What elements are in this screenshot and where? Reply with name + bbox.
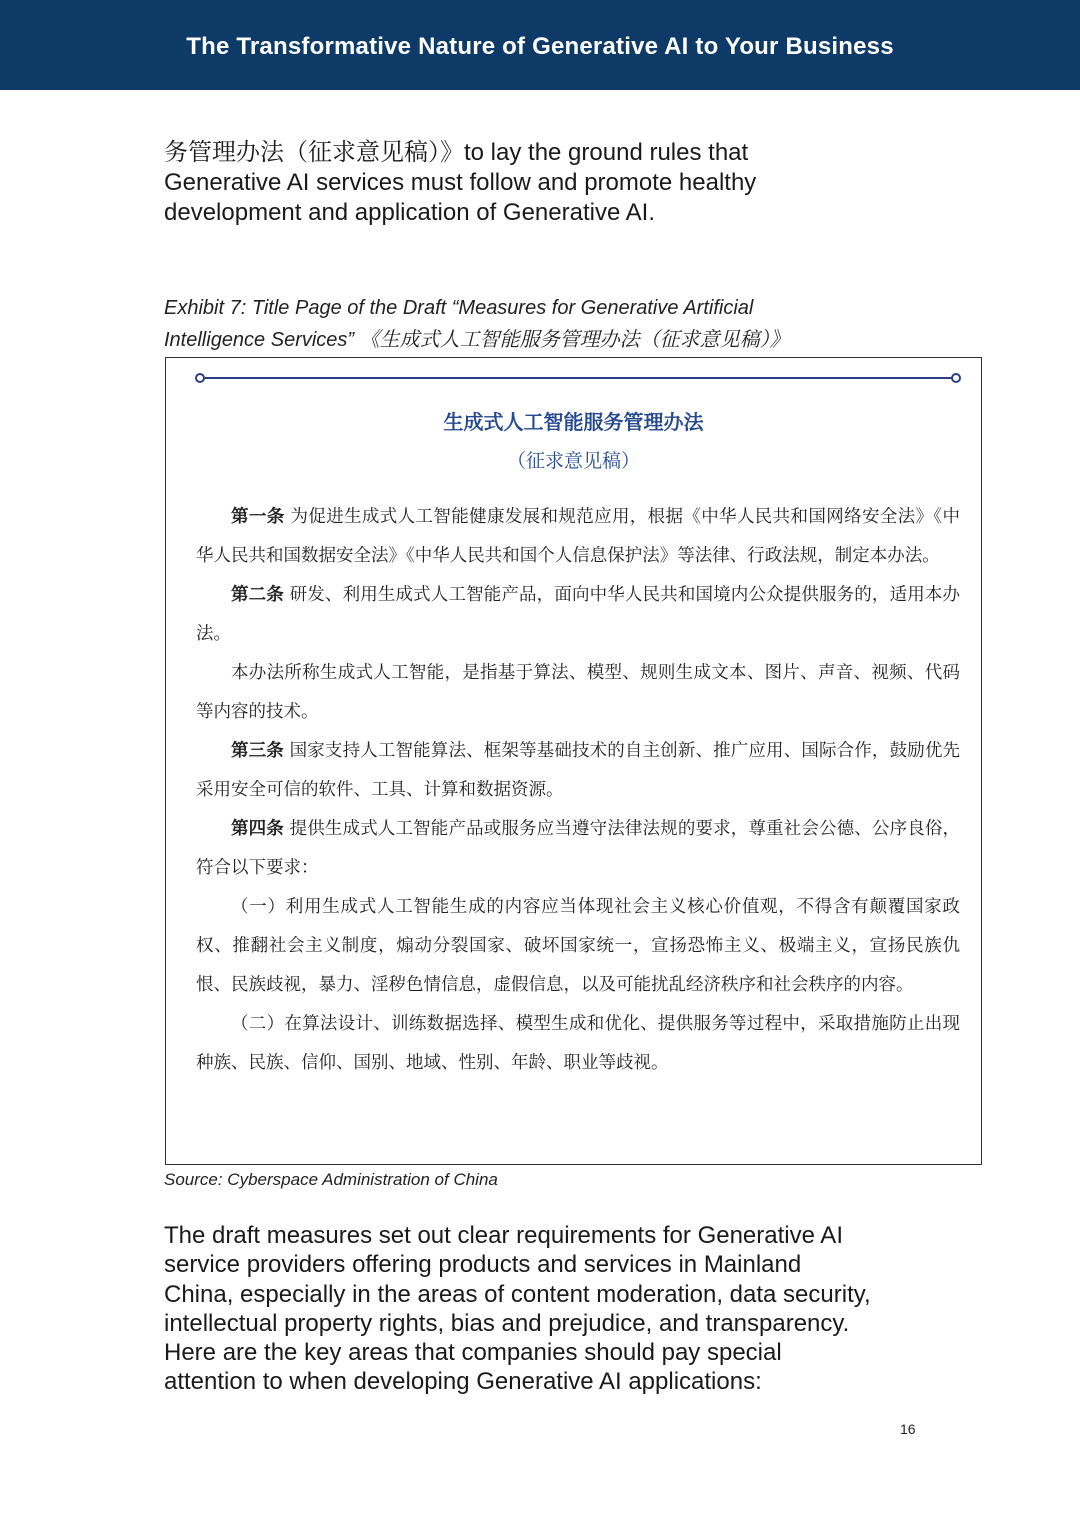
exhibit-caption [164, 292, 924, 356]
article-paragraph [196, 576, 960, 654]
article-text: （二）在算法设计、训练数据选择、模型生成和优化、提供服务等过程中，采取措施防止出现种族、民族、信仰、国别、地域、性别、年龄、职业等歧视。 [196, 1014, 960, 1073]
body-line: The draft measures set out clear requirements for Generative AI [164, 1222, 843, 1249]
article-paragraph [196, 654, 960, 732]
body-line: China, especially in the areas of content moderation, data security, [164, 1280, 871, 1308]
document-body [196, 498, 960, 1083]
rule-endpoint-right [951, 373, 961, 383]
body-line: attention to when developing Generative AI applications: [164, 1368, 762, 1396]
article-paragraph [196, 888, 960, 1005]
exhibit-image [165, 357, 982, 1165]
caption-line: Intelligence Services” 《生成式人工智能服务管理办法（征求意见稿）》 [164, 329, 790, 351]
article-paragraph [196, 732, 960, 810]
caption-line: Exhibit 7: Title Page of the Draft “Measures for Generative Artificial [164, 297, 754, 319]
document-subtitle: （征求意见稿） [506, 451, 640, 472]
header-title: The Transformative Nature of Generative AI to Your Business [186, 33, 894, 60]
article-label: 第二条 [231, 585, 284, 605]
body-line: service providers offering products and services in Mainland [164, 1251, 802, 1279]
page-number: 16 [900, 1421, 916, 1437]
article-text: 提供生成式人工智能产品或服务应当遵守法律法规的要求，尊重社会公德、公序良俗，符合以下要求： [196, 819, 961, 878]
page-header [0, 0, 1080, 90]
rule-endpoint-left [195, 373, 205, 383]
article-text: 国家支持人工智能算法、框架等基础技术的自主创新、推广应用、国际合作，鼓励优先采用安全可信的软件、工具、计算和数据资源。 [196, 741, 961, 800]
article-paragraph [196, 498, 960, 576]
article-text: 为促进生成式人工智能健康发展和规范应用，根据《中华人民共和国网络安全法》《中华人民共和国数据安全法》《中华人民共和国个人信息保护法》等法律、行政法规，制定本办法。 [196, 507, 961, 566]
article-text: 研发、利用生成式人工智能产品，面向中华人民共和国境内公众提供服务的，适用本办法。 [196, 585, 961, 644]
intro-line: 务管理办法（征求意见稿）》to lay the ground rules that [164, 139, 749, 166]
exhibit-source: Source: Cyberspace Administration of China [164, 1170, 498, 1189]
body-line: Here are the key areas that companies should pay special [164, 1339, 782, 1367]
body-paragraph [164, 1221, 934, 1397]
document-title: 生成式人工智能服务管理办法 [443, 412, 704, 434]
decorative-rule [199, 377, 955, 379]
intro-line: development and application of Generative AI. [164, 199, 655, 226]
article-paragraph [196, 810, 960, 888]
intro-paragraph [164, 138, 924, 228]
article-text: 本办法所称生成式人工智能，是指基于算法、模型、规则生成文本、图片、声音、视频、代码等内容的技术。 [196, 663, 960, 722]
article-label: 第四条 [231, 819, 284, 839]
article-label: 第一条 [231, 507, 285, 527]
intro-line: Generative AI services must follow and promote healthy [164, 169, 757, 196]
body-line: intellectual property rights, bias and prejudice, and transparency. [164, 1309, 850, 1337]
article-label: 第三条 [231, 741, 284, 761]
article-paragraph [196, 1005, 960, 1083]
article-text: （一）利用生成式人工智能生成的内容应当体现社会主义核心价值观，不得含有颠覆国家政权、推翻社会主义制度，煽动分裂国家、破坏国家统一，宣扬恐怖主义、极端主义，宣扬民族仇恨、民族歧视，暴力、淫秽色情信息，虚假信息，以及可能扰乱经济秩序和社会秩序的内容。 [196, 897, 960, 995]
